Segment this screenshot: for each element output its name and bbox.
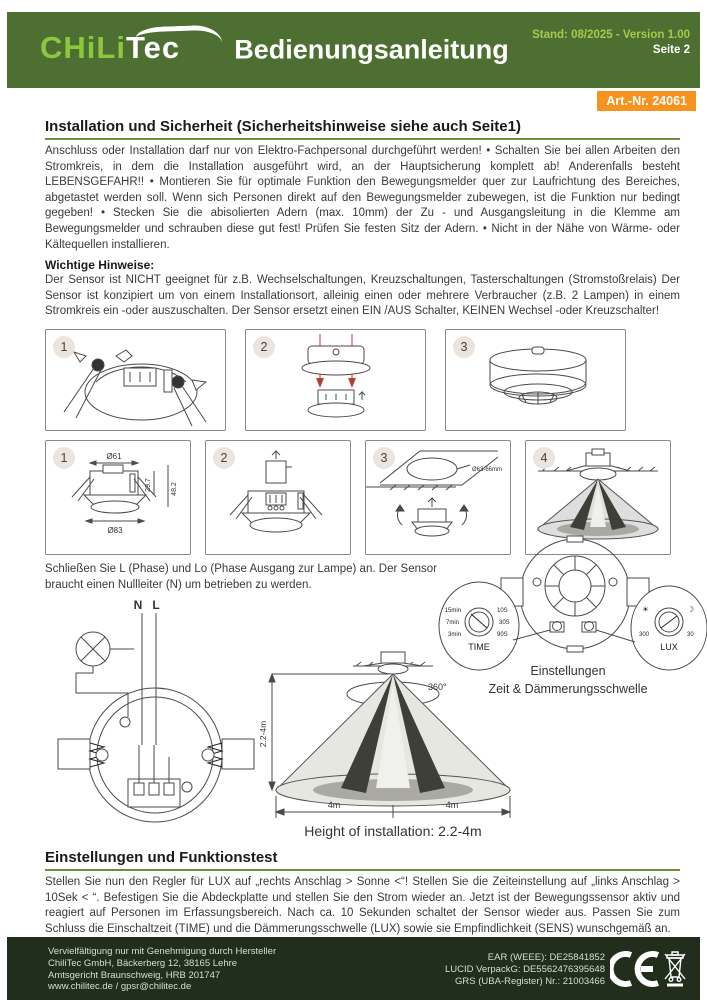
ce-mark-icon bbox=[610, 949, 662, 989]
settings-caption bbox=[445, 662, 691, 698]
hints-heading: Wichtige Hinweise: bbox=[45, 258, 155, 273]
coverage-right-4m: 4m bbox=[445, 799, 459, 810]
lux-label-30: 30 bbox=[687, 631, 694, 638]
dim-label-hole: Ø63-66mm bbox=[472, 466, 503, 473]
wiring-note: Schließen Sie L (Phase) und Lo (Phase Ausgang zur Lampe) an. Der Sensor braucht einen Nullleiter (N) um betrieben zu werden. bbox=[45, 562, 437, 591]
figure-dim-front-view bbox=[45, 440, 191, 555]
time-label-90s: 90S bbox=[497, 631, 508, 638]
heading-rule bbox=[45, 138, 680, 140]
dim-label-d61: Ø61 bbox=[106, 451, 122, 461]
coverage-height-label: 2.2-4m bbox=[258, 720, 268, 748]
article-number-badge: Art.-Nr. 24061 bbox=[597, 91, 696, 111]
footer-lucid: LUCID VerpackG: DE5562476395648 bbox=[444, 964, 605, 976]
logo-text-chili: CHiLi bbox=[40, 30, 126, 65]
logo-text-tec: Tec bbox=[125, 30, 181, 65]
time-label-7min: 7min bbox=[445, 619, 459, 626]
wiring-diagram bbox=[50, 597, 262, 829]
dim-label-482: 48.2 bbox=[171, 482, 178, 496]
figure-step-3-assembled bbox=[445, 329, 626, 431]
step-number: 2 bbox=[213, 447, 235, 469]
lux-dial-caption: LUX bbox=[660, 641, 678, 652]
step-number: 2 bbox=[253, 336, 275, 358]
settings-caption-line1: Einstellungen bbox=[530, 663, 606, 678]
section-heading-installation: Installation und Sicherheit (Sicherheitshinweise siehe auch Seite1) bbox=[45, 118, 521, 135]
sun-icon: ☀ bbox=[641, 604, 649, 614]
dim-label-297: 29.7 bbox=[145, 478, 152, 492]
step-number: 1 bbox=[53, 336, 75, 358]
footer-line-website[interactable]: www.chilitec.de / gpsr@chilitec.de bbox=[48, 981, 192, 993]
time-label-10s: 10S bbox=[497, 607, 508, 614]
footer-compliance-icons bbox=[610, 949, 688, 989]
time-label-15min: 15min bbox=[444, 607, 461, 614]
wire-label-n: N bbox=[133, 597, 143, 612]
settings-caption-line2: Zeit & Dämmerungsschwelle bbox=[488, 681, 648, 696]
footer-registration-numbers bbox=[445, 952, 605, 989]
time-dial-caption: TIME bbox=[468, 641, 490, 652]
lux-label-300: 300 bbox=[638, 631, 649, 638]
coverage-left-4m: 4m bbox=[327, 799, 341, 810]
step-number: 1 bbox=[53, 447, 75, 469]
coverage-caption: Height of installation: 2.2-4m bbox=[304, 822, 482, 839]
footer-line-reproduction: Vervielfältigung nur mit Genehmigung durch Hersteller bbox=[48, 946, 277, 957]
dim-label-d83: Ø83 bbox=[107, 525, 123, 535]
footer-line-register: Amtsgericht Braunschweig, HRB 201747 bbox=[48, 969, 221, 981]
footer-ear-weee: EAR (WEEE): DE25841852 bbox=[487, 952, 605, 963]
version-block bbox=[532, 28, 690, 58]
coverage-angle-label: 360° bbox=[428, 681, 447, 692]
heading-rule bbox=[45, 869, 680, 871]
figure-step-2-exploded bbox=[245, 329, 426, 431]
header-band bbox=[7, 12, 700, 88]
document-title: Bedienungsanleitung bbox=[234, 34, 509, 65]
installation-body-text: Anschluss oder Installation darf nur von Elektro-Fachpersonal durchgeführt werden! • Schalten Sie bei allen Arbeiten den Stromkreis, in dem die Installation ausgeführt wird, an der Hauptsicherung komplett ab! Anderenfalls besteht LEBENSGEFAHR!! • Montieren Sie für optimale Funktion den Bewegungsmelder quer zur Laufrichtung des Bereiches, abgetastet werden soll. Wenn sich Personen direkt auf den Bewegungsmelder zubewegen, ist die Funktion nur bedingt gegeben! • Stecken Sie die abisolierten Adern (max. 10mm) der Zu - und Ausgangsleitung in die Klemme am Bewegungsmelder und schrauben diese gut fest! Prüfen Sie festen Sitz der Adern. • Nicht in der Nähe von Wärme- oder Kältequellen installieren. bbox=[45, 145, 680, 251]
step-number: 4 bbox=[533, 447, 555, 469]
figure-step-1-clips bbox=[45, 329, 226, 431]
footer-line-address: ChiliTec GmbH, Bäckerberg 12, 38165 Lehre bbox=[48, 957, 238, 969]
hints-body-text: Der Sensor ist NICHT geeignet für z.B. Wechselschaltungen, Kreuzschaltungen, Tasterschaltungen (Stromstoßrelais) Der Sensor ist konzipiert um von einem Installationsort, alleinig einen oder mehrere Verbraucher (z.B. 2 Lampen) in einem Stromkreis ein -oder auszuschalten. Der Sensor ersetzt einen EIN /AUS Schalter, KEINEN Wechsel -oder Kreuzschalter! bbox=[45, 274, 680, 318]
moon-icon: ☽ bbox=[687, 604, 695, 614]
page-number: Seite 2 bbox=[652, 44, 690, 56]
version-line: Stand: 08/2025 - Version 1.00 bbox=[532, 29, 690, 41]
footer-grs: GRS (UBA-Register) Nr.: 21003466 bbox=[455, 976, 605, 988]
step-number: 3 bbox=[453, 336, 475, 358]
weee-bin-icon bbox=[662, 949, 688, 989]
settings-body-text: Stellen Sie nun den Regler für LUX auf „rechts Anschlag > Sonne <“! Stellen Sie die Zeiteinstellung auf „links Anschlag > 10Sek < “. Befestigen Sie die Abdeckplatte und stellen Sie den Strom wieder an. Jetzt ist der Bewegungssensor aktiv und reagiert auf Personen im Erfassungsbereich. Nach ca. 10 Sekunden schaltet der Sensor wieder aus. Passen Sie zum Schluss die Einschaltzeit (TIME) und die Dämmerungsschwelle (LUX) sowie sie Empfindlichkeit (SENS) wunschgemäß an. bbox=[45, 875, 680, 935]
wire-label-l: L bbox=[152, 597, 160, 612]
step-number: 3 bbox=[373, 447, 395, 469]
wiring-and-settings-section bbox=[45, 555, 695, 845]
time-label-3min: 3min bbox=[447, 631, 461, 638]
footer-company-info bbox=[48, 946, 276, 993]
footer-band bbox=[7, 937, 700, 1000]
figure-row-mounting bbox=[45, 329, 680, 431]
figure-dim-remove-insert bbox=[205, 440, 351, 555]
logo-swoosh bbox=[136, 25, 223, 47]
chilitec-logo bbox=[40, 30, 180, 66]
time-label-30s: 30S bbox=[499, 619, 510, 626]
page-content bbox=[45, 112, 695, 937]
section-heading-settings: Einstellungen und Funktionstest bbox=[45, 848, 278, 866]
